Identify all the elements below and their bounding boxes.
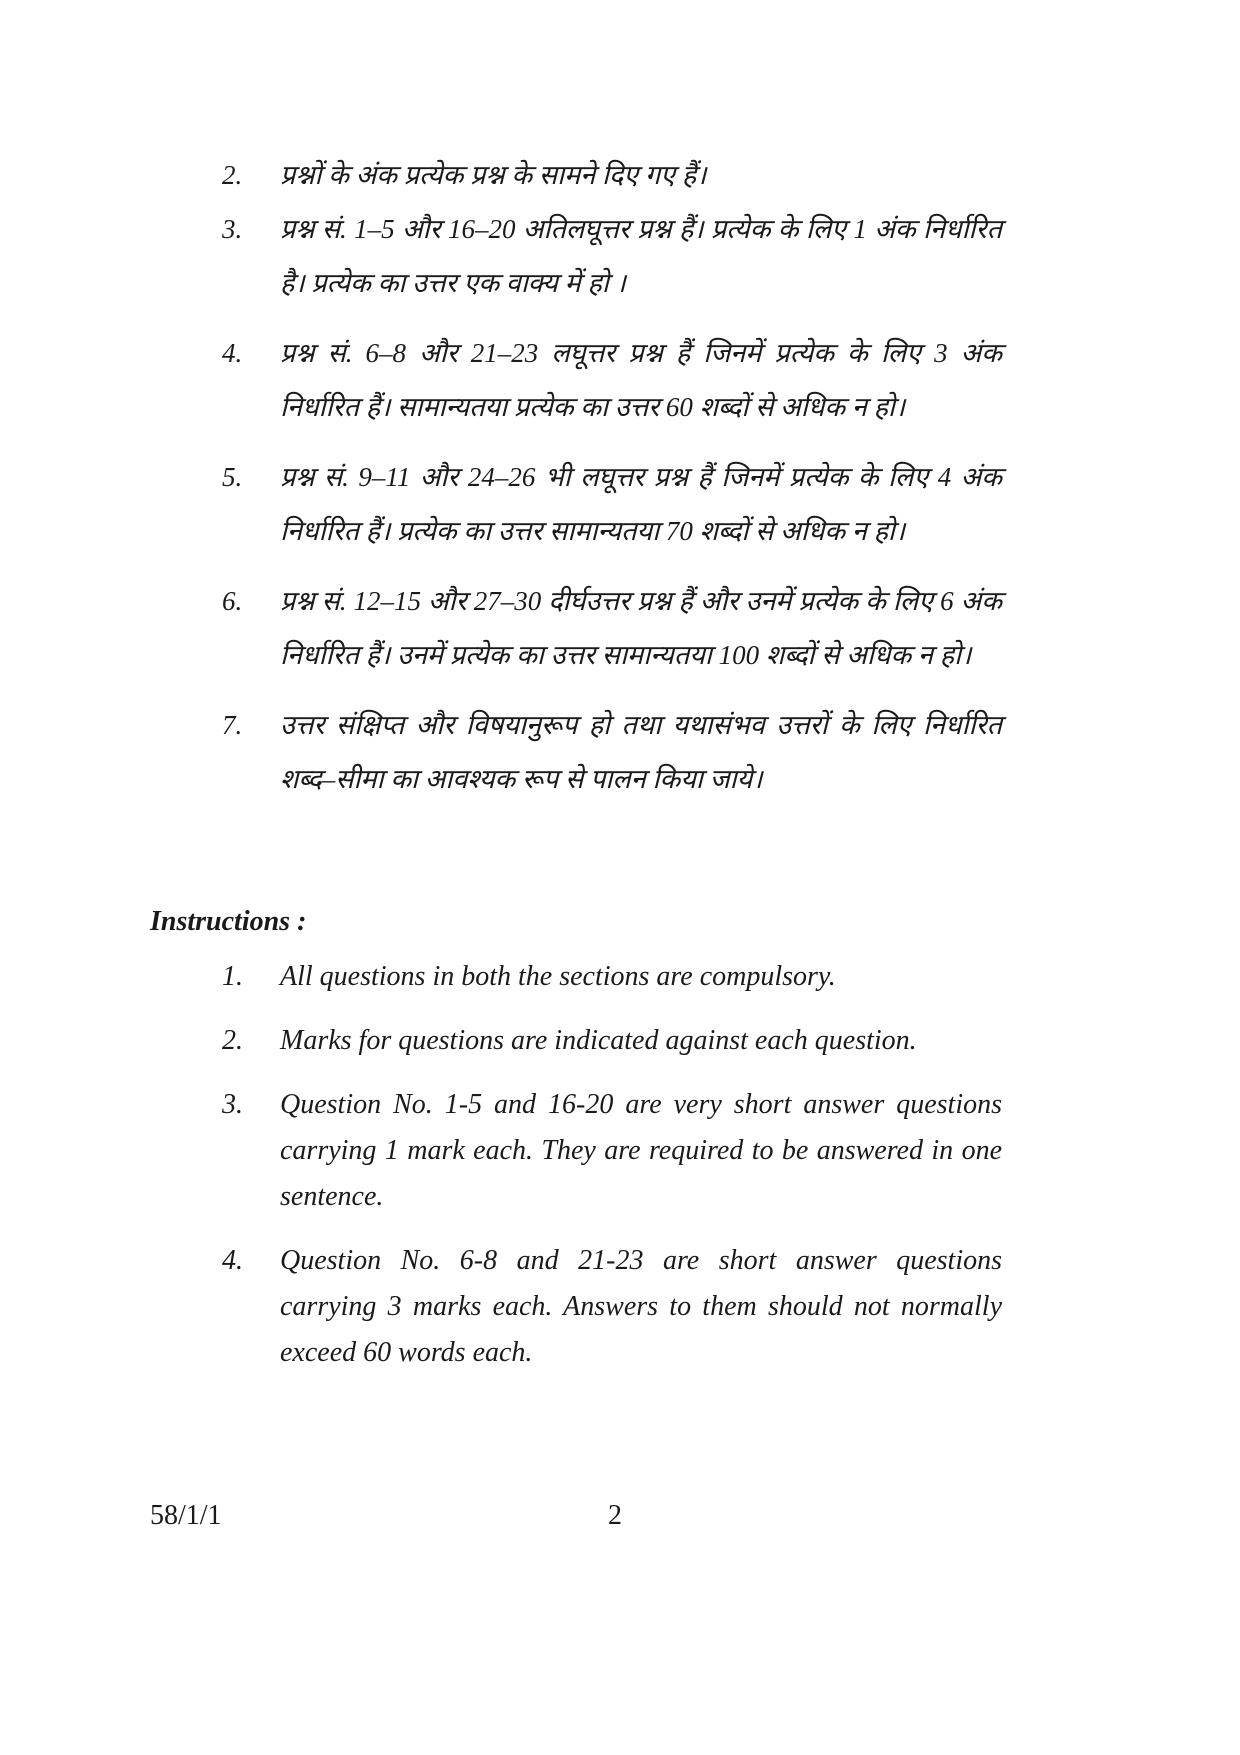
list-item — [222, 698, 1002, 806]
item-text: Question No. 1-5 and 16-20 are very short answer questions carrying 1 mark each. They are required to be answered in one sentence. — [280, 1089, 1002, 1212]
item-text: Question No. 6-8 and 21-23 are short answer questions carrying 3 marks each. Answers to them should not normally exceed 60 words each. — [280, 1245, 1002, 1368]
item-number: 1. — [222, 961, 243, 992]
item-number: 4. — [222, 338, 243, 368]
english-instructions-list — [222, 954, 1002, 1394]
item-number: 4. — [222, 1245, 243, 1276]
list-item — [222, 1082, 1002, 1220]
item-text: उत्तर संक्षिप्त और विषयानुरूप हो तथा यथासंभव उत्तरों के लिए निर्धारित शब्द–सीमा का आवश्यक रूप से पालन किया जाये। — [280, 710, 1002, 794]
list-item — [222, 954, 1002, 1000]
item-number: 3. — [222, 214, 243, 244]
item-text: प्रश्नों के अंक प्रत्येक प्रश्न के सामने दिए गए हैं। — [280, 160, 707, 190]
instructions-heading: Instructions : — [150, 906, 307, 937]
list-item — [222, 148, 1002, 202]
item-text: प्रश्न सं. 12–15 और 27–30 दीर्घउत्तर प्रश्न हैं और उनमें प्रत्येक के लिए 6 अंक निर्धारित हैं। उनमें प्रत्येक का उत्तर सामान्यतया 100 शब्दों से अधिक न हो। — [280, 586, 1002, 670]
item-text: प्रश्न सं. 9–11 और 24–26 भी लघूत्तर प्रश्न हैं जिनमें प्रत्येक के लिए 4 अंक निर्धारित हैं। प्रत्येक का उत्तर सामान्यतया 70 शब्दों से अधिक न हो। — [280, 462, 1002, 546]
item-text: All questions in both the sections are compulsory. — [280, 961, 836, 992]
list-item — [222, 1238, 1002, 1376]
list-item — [222, 202, 1002, 310]
item-number: 2. — [222, 160, 243, 190]
item-text: प्रश्न सं. 6–8 और 21–23 लघूत्तर प्रश्न हैं जिनमें प्रत्येक के लिए 3 अंक निर्धारित हैं। सामान्यतया प्रत्येक का उत्तर 60 शब्दों से अधिक न हो। — [280, 338, 1002, 422]
paper-code: 58/1/1 — [150, 1500, 222, 1531]
item-number: 2. — [222, 1025, 243, 1056]
item-number: 6. — [222, 586, 243, 616]
list-item — [222, 326, 1002, 434]
item-number: 3. — [222, 1089, 243, 1120]
item-number: 5. — [222, 462, 243, 492]
page-number: 2 — [608, 1500, 622, 1531]
list-item — [222, 450, 1002, 558]
item-text: प्रश्न सं. 1–5 और 16–20 अतिलघूत्तर प्रश्न हैं। प्रत्येक के लिए 1 अंक निर्धारित है। प्रत्येक का उत्तर एक वाक्य में हो । — [280, 214, 1002, 298]
list-item — [222, 1018, 1002, 1064]
list-item — [222, 574, 1002, 682]
item-text: Marks for questions are indicated against each question. — [280, 1025, 917, 1056]
item-number: 7. — [222, 710, 243, 740]
hindi-instructions-list — [222, 148, 1002, 822]
